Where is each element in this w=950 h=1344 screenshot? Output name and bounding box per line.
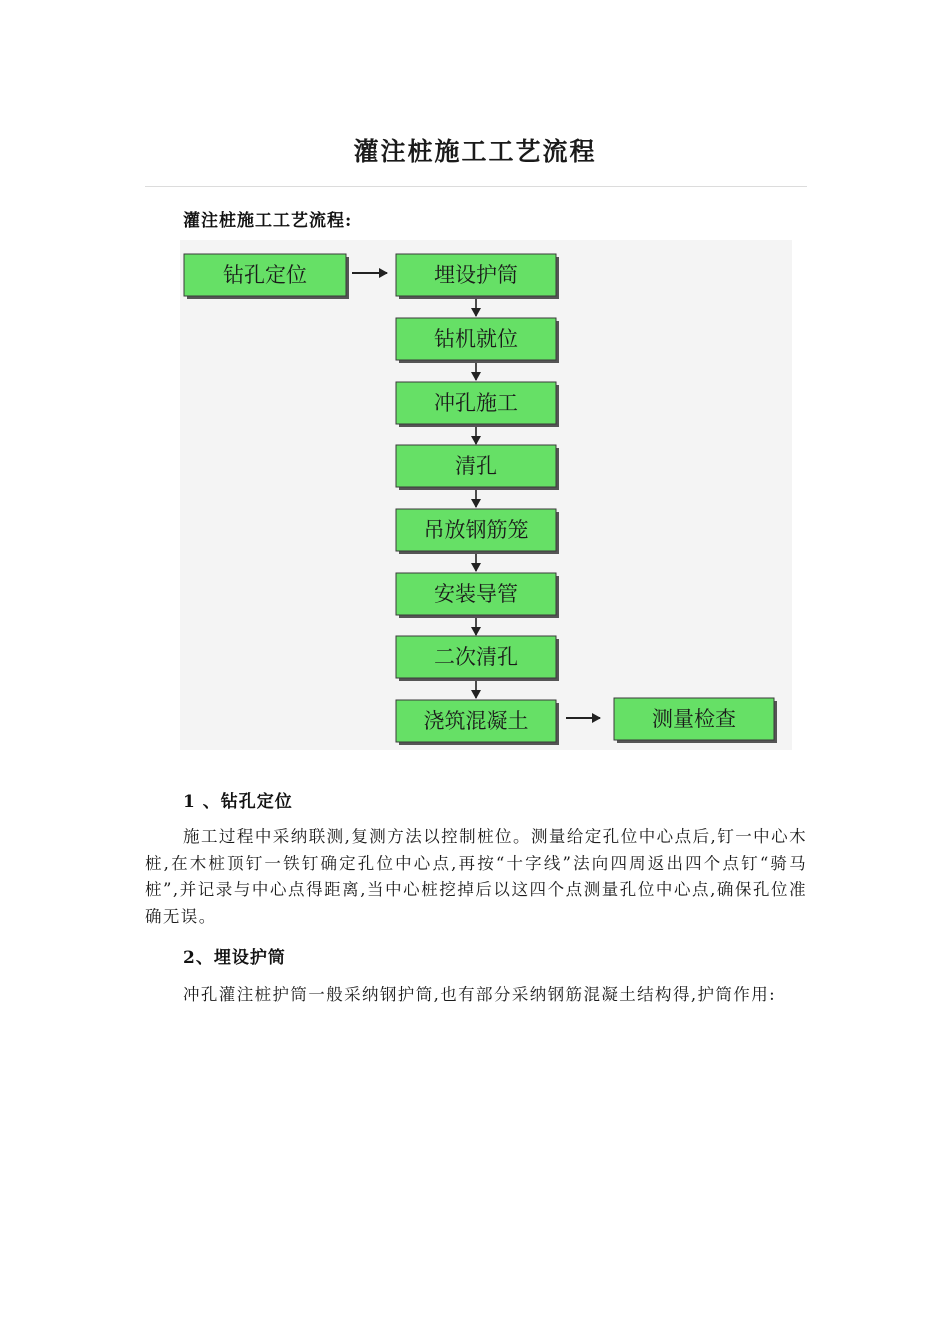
flow-step-s7 (396, 573, 559, 618)
flow-step-s3 (396, 318, 559, 363)
flow-step-s5 (396, 445, 559, 490)
flow-step-s9 (396, 700, 559, 745)
flow-step-label: 清孔 (455, 454, 497, 478)
flow-step-s10 (614, 698, 777, 743)
flow-step-label: 二次清孔 (434, 645, 518, 669)
document-title: 灌注桩施工工艺流程 (353, 137, 597, 166)
flow-step-label: 测量检查 (652, 707, 736, 731)
title-divider (145, 186, 807, 187)
section-body-1: 施工过程中采纳联测,复测方法以控制桩位。测量给定孔位中心点后,钉一中心木桩,在木桩顶钉一铁钉确定孔位中心点,再按“十字线”法向四周返出四个点钉“骑马桩”,并记录与中心点得距离,当中心桩挖掉后以这四个点测量孔位中心点,确保孔位准确无误。 (145, 827, 807, 926)
flow-step-label: 吊放钢筋笼 (423, 518, 529, 542)
flow-step-label: 钻孔定位 (223, 263, 307, 287)
flow-step-s1 (184, 254, 349, 299)
flow-step-s4 (396, 382, 559, 427)
flow-step-label: 埋设护筒 (434, 263, 518, 287)
flow-step-label: 钻机就位 (434, 327, 518, 351)
flowchart-intro-label: 灌注桩施工工艺流程: (183, 211, 353, 231)
flow-step-s2 (396, 254, 559, 299)
section-heading-2: 2、埋设护筒 (183, 948, 286, 968)
section-body-2: 冲孔灌注桩护筒一般采纳钢护筒,也有部分采纳钢筋混凝土结构得,护筒作用: (183, 985, 777, 1004)
process-flowchart (180, 240, 792, 750)
flow-step-s8 (396, 636, 559, 681)
section-heading-1: 1 、钻孔定位 (183, 792, 293, 812)
flow-step-label: 浇筑混凝土 (423, 709, 529, 733)
flow-step-label: 冲孔施工 (434, 391, 518, 415)
flow-step-s6 (396, 509, 559, 554)
flow-step-label: 安装导管 (434, 582, 518, 606)
